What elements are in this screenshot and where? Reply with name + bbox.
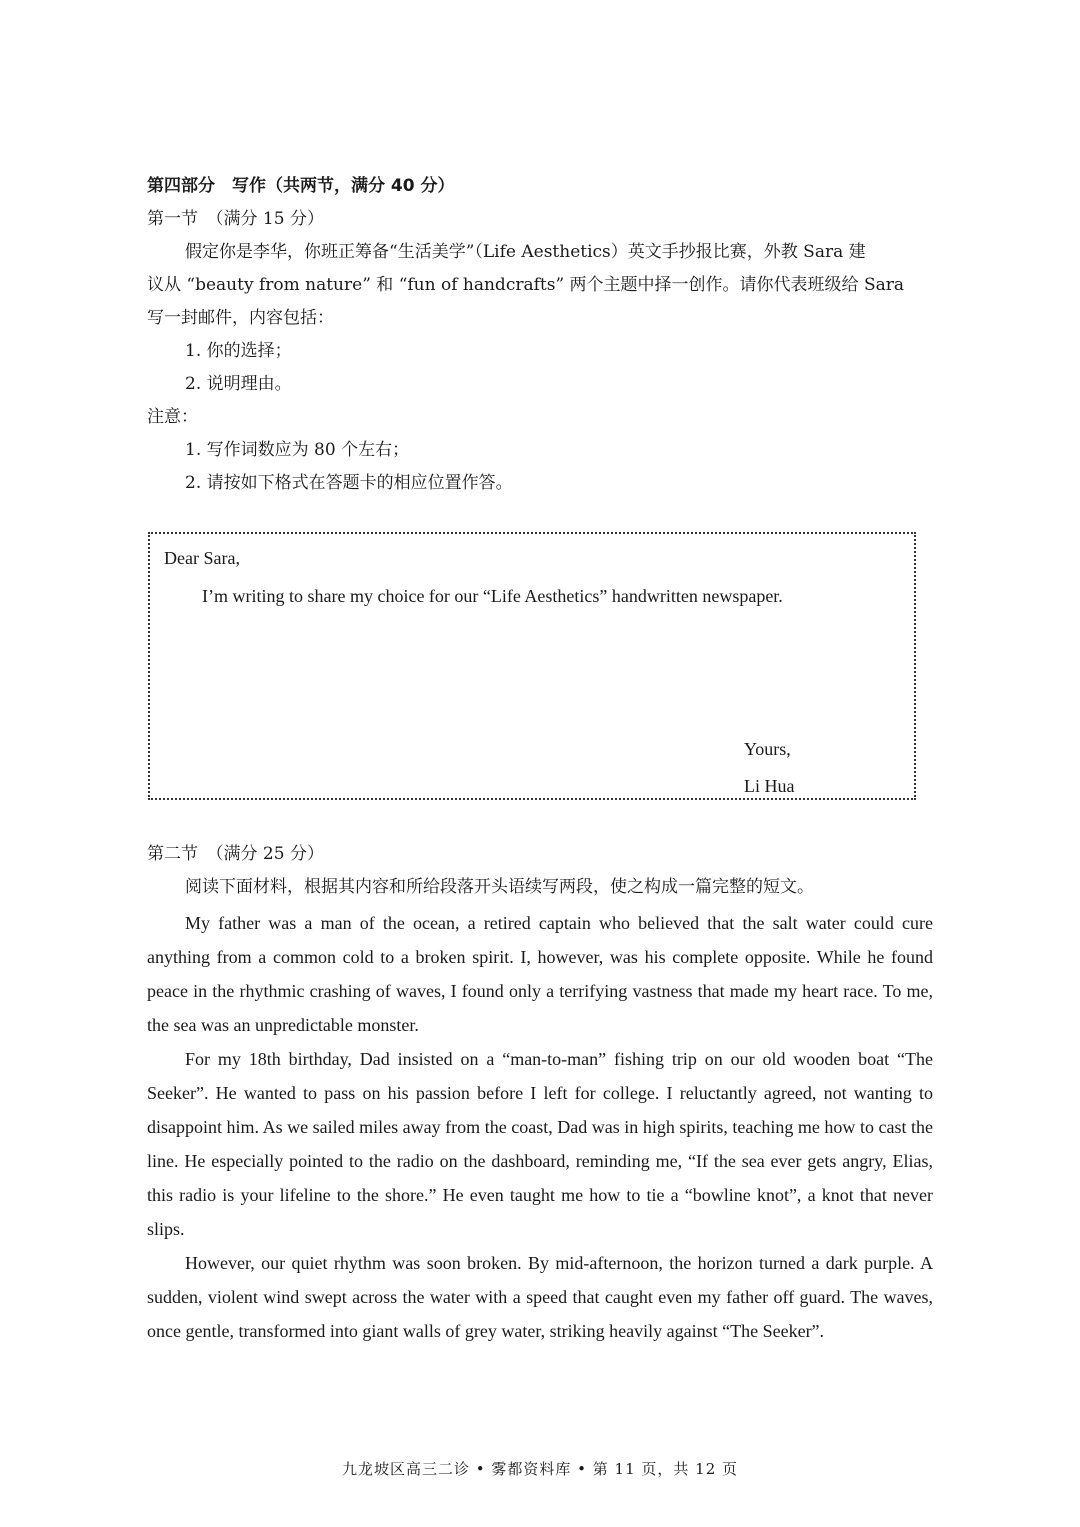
letter-salutation: Dear Sara,: [164, 548, 240, 568]
notes-heading: 注意：: [147, 407, 198, 427]
note-item: 2. 请按如下格式在答题卡的相应位置作答。: [185, 473, 513, 493]
section1-intro-line: 写一封邮件，内容包括：: [147, 308, 334, 328]
section2-instruction: 阅读下面材料，根据其内容和所给段落开头语续写两段，使之构成一篇完整的短文。: [185, 877, 814, 897]
passage-paragraph: My father was a man of the ocean, a retired captain who believed that the salt water could cure anything from a common cold to a broken spirit. I, however, was his complete opposite. While he found peace in the rhythmic crashing of waves, I found only a terrifying vastness that made my heart race. To me, the sea was an unpredictable monster.: [147, 913, 933, 1035]
letter-opening: I’m writing to share my choice for our “Life Aesthetics” handwritten newspaper.: [202, 586, 783, 606]
section2: [147, 838, 937, 904]
note-item: 1. 写作词数应为 80 个左右；: [185, 440, 410, 460]
section1-heading: 第一节 （满分 15 分）: [147, 209, 324, 229]
letter-signature: Li Hua: [744, 776, 795, 796]
content-item: 2. 说明理由。: [185, 374, 292, 394]
section2-heading: 第二节 （满分 25 分）: [147, 844, 324, 864]
reading-passage: [147, 906, 933, 1348]
passage-paragraph: However, our quiet rhythm was soon broken. By mid-afternoon, the horizon turned a dark purple. A sudden, violent wind swept across the water with a speed that caught even my father off guard. The waves, once gentle, transformed into giant walls of grey water, striking heavily against “The Seeker”.: [147, 1253, 933, 1341]
section1-intro-line: 议从 “beauty from nature” 和 “fun of handcrafts” 两个主题中择一创作。请你代表班级给 Sara: [147, 275, 904, 295]
letter-format-box: [148, 532, 916, 800]
content-item: 1. 你的选择；: [185, 341, 292, 361]
section1-intro-line: 假定你是李华，你班正筹备“生活美学”（Life Aesthetics）英文手抄报比赛，外教 Sara 建: [185, 242, 866, 262]
part-title: 第四部分 写作（共两节，满分 40 分）: [147, 176, 455, 196]
page-footer: 九龙坡区高三二诊 • 雾都资料库 • 第 11 页，共 12 页: [341, 1460, 738, 1478]
passage-paragraph: For my 18th birthday, Dad insisted on a “man-to-man” fishing trip on our old wooden boat “The Seeker”. He wanted to pass on his passion before I left for college. I reluctantly agreed, not wanting to disappoint him. As we sailed miles away from the coast, Dad was in high spirits, teaching me how to cast the line. He especially pointed to the radio on the dashboard, reminding me, “If the sea ever gets angry, Elias, this radio is your lifeline to the shore.” He even taught me how to tie a “bowline knot”, a knot that never slips.: [147, 1049, 933, 1239]
section1: [147, 203, 937, 500]
letter-closing: Yours,: [744, 739, 791, 759]
